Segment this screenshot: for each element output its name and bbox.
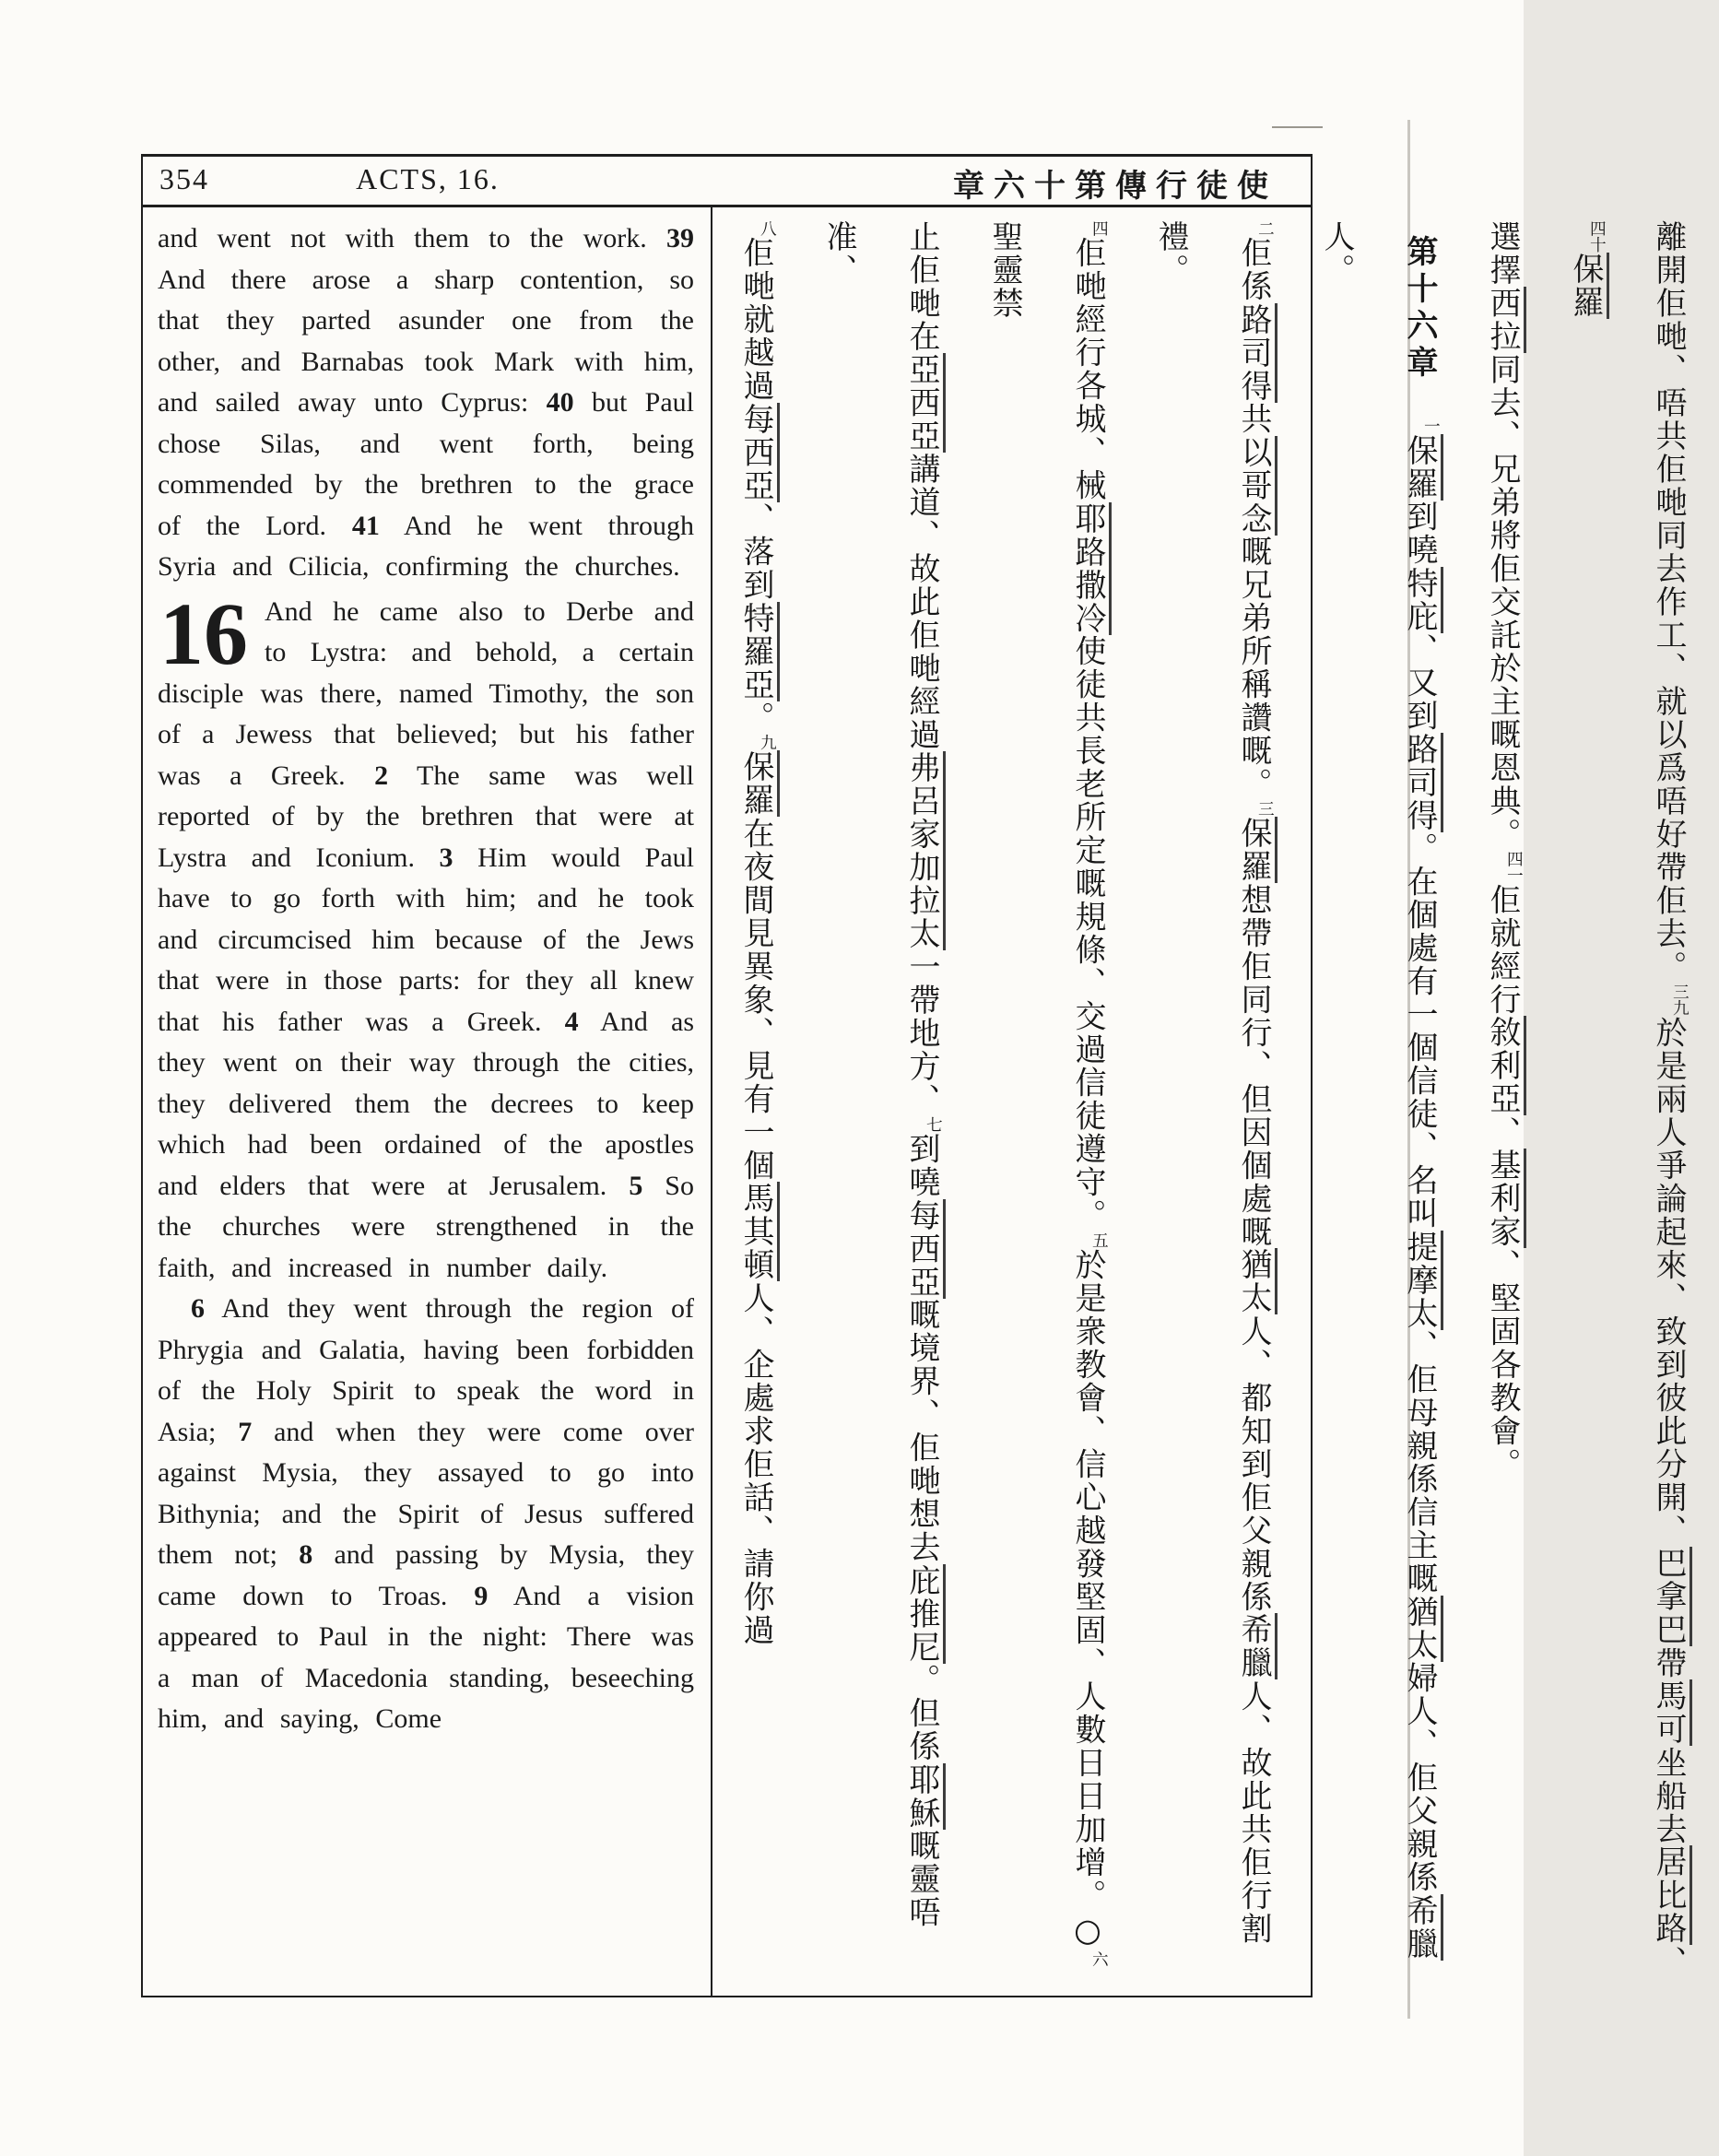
page-number: 354 <box>159 162 209 195</box>
running-title-english: ACTS, 16. <box>356 162 500 195</box>
scan-artifact-corner-tick <box>1272 126 1323 128</box>
page-header <box>143 157 1311 207</box>
chapter-number-drop-cap: 16 <box>159 583 248 683</box>
english-paragraph-chapter-16 <box>158 583 694 1290</box>
english-paragraph-verses-38-41: and went not with them to the work. 39 And there arose a sharp contention, so that they parted asunder one from the other, and Barnabas took Mark with him, and sailed away unto Cyprus: 40 but Paul chose Silas, and went forth, being commended by the brethren to the grace of the Lord. 41 And he went through Syria and Cilicia, confirming the churches. <box>158 223 694 582</box>
page-body <box>143 207 1690 1996</box>
chinese-column-3: 第十六章$^一$保羅到嘵特庇、又到路司得。在個處有一個信徒、名叫提摩太、佢母親係信主嘅猶太婦人、佢父親係希臘人。 <box>1295 220 1461 1988</box>
english-chapter-text: And he came also to Derbe and to Lystra: and behold, a certain disciple was there, named Timothy, the son of a Jewess that believed; but his father was a Greek. 2 The same was well reported of by the brethren that were at Lystra and Iconium. 3 Him would Paul have to go forth with him; and he took and circumcised him because of the Jews that were in those parts: for they all knew that his father was a Greek. 4 And as they went on their way through the cities, they delivered them the decrees to keep which had been ordained of the apostles and elders that were at Jerusalem. 5 So the churches were strengthened in the faith, and increased in number daily. <box>158 595 694 1283</box>
chinese-column-1: 離開佢哋、唔共佢哋同去作工、就以爲唔好帶佢去。$^{三九}$於是兩人爭論起來、致到彼此分開、巴拿巴帶馬可坐船去居比路、$^{四十}$保羅 <box>1544 220 1710 1988</box>
chinese-column-4: $^二$佢係路司得共以哥念嘅兄弟所稱讚嘅。$^三$保羅想帶佢同行、但因個處嘅猶太人、都知到佢父親係希臘人、故此共佢行割禮。 <box>1129 220 1295 1988</box>
chinese-column-6: 止佢哋在亞西亞講道、故此佢哋經過弗呂家加拉太一帶地方、$^七$到嘵每西亞嘅境界、佢哋想去庇推尼。但係耶穌嘅靈唔准、 <box>797 220 963 1988</box>
english-text-column <box>143 207 712 1996</box>
chinese-column-5: $^四$佢哋經行各城、械耶路撒冷使徒共長老所定嘅規條、交過信徒遵守。$^五$於是衆教會、信心越發堅固、人數日日加增。○$^六$聖靈禁 <box>963 220 1129 1988</box>
english-paragraph-verses-6-9: 6 And they went through the region of Phrygia and Galatia, having been forbidden of the Holy Spirit to speak the word in Asia; 7 and when they were come over against Mysia, they assayed to go into Bithynia; and the Spirit of Jesus suffered them not; 8 and passing by Mysia, they came down to Troas. 9 And a vision appeared to Paul in the night: There was a man of Macedonia standing, beseeching him, and saying, Come <box>158 1293 695 1734</box>
chinese-column-2: 選擇西拉同去、兄弟將佢交託於主嘅恩典。$^{四一}$佢就經行敘利亞、基利家、堅固各教會。 <box>1461 220 1544 1988</box>
running-title-chinese: 章六十第傳行徒使 <box>953 168 1277 205</box>
chinese-column-7: $^八$佢哋就越過每西亞、落到特羅亞。$^九$保羅在夜間見異象、見有一個馬其頓人、企處求佢話、請你過 <box>714 220 797 1988</box>
page-frame <box>141 154 1690 1997</box>
chinese-text-area <box>712 207 1719 1996</box>
